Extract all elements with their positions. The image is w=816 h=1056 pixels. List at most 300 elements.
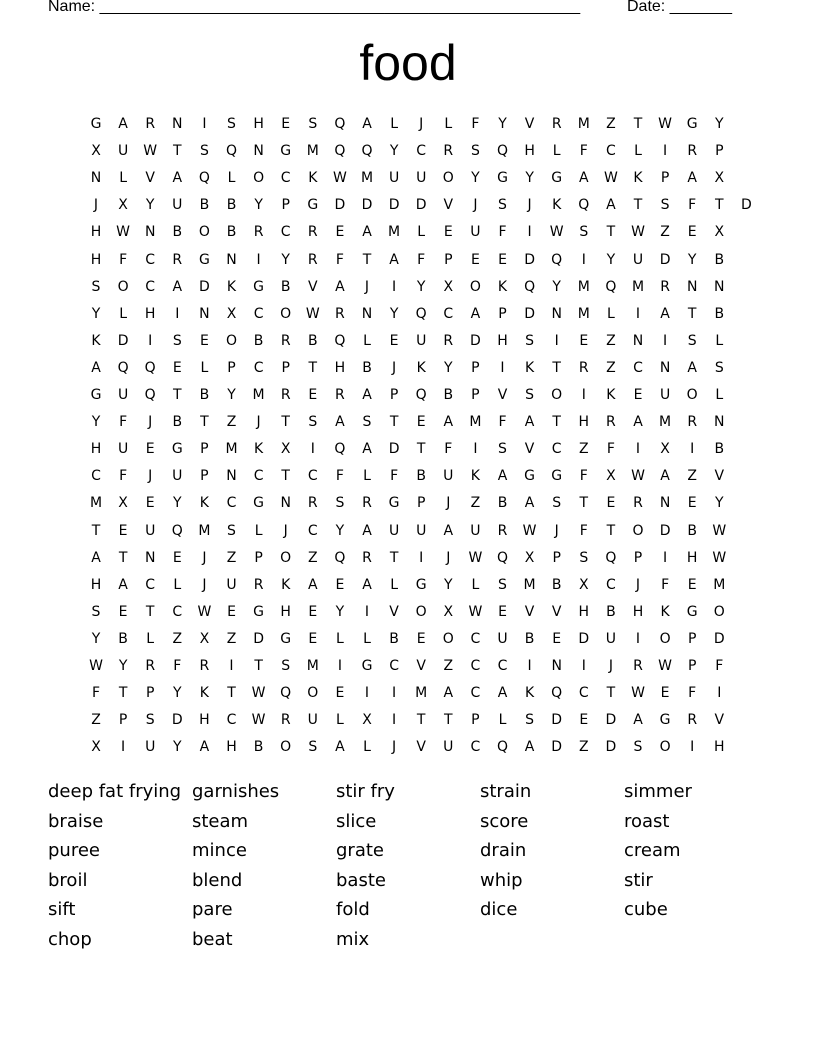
grid-letter: F <box>471 116 480 132</box>
grid-letter: R <box>280 712 291 729</box>
grid-letter: P <box>687 658 697 674</box>
grid-letter: X <box>118 495 128 512</box>
grid-letter: V <box>308 278 318 295</box>
grid-letter: A <box>687 359 697 376</box>
grid-letter: C <box>172 603 183 620</box>
grid-letter: H <box>578 414 590 431</box>
grid-letter: R <box>633 495 643 512</box>
grid-letter: E <box>172 549 182 566</box>
grid-letter: B <box>253 739 264 756</box>
grid-letter: T <box>579 495 589 512</box>
grid-letter: Q <box>144 359 156 376</box>
grid-letter: E <box>227 603 236 620</box>
grid-letter: D <box>334 197 346 214</box>
grid-letter: E <box>335 576 345 593</box>
grid-letter: M <box>225 441 238 458</box>
grid-letter: P <box>254 549 263 566</box>
grid-letter: E <box>416 630 426 647</box>
grid-letter: H <box>90 576 102 593</box>
grid-letter: T <box>281 468 290 485</box>
grid-letter: S <box>308 739 318 756</box>
grid-letter: C <box>551 441 562 458</box>
grid-letter: B <box>687 522 697 539</box>
grid-letter: R <box>443 143 454 160</box>
grid-letter: W <box>305 305 320 322</box>
grid-letter: R <box>307 495 318 512</box>
grid-letter: M <box>469 414 482 431</box>
grid-letter: S <box>91 278 101 295</box>
grid-letter: U <box>388 170 400 187</box>
grid-letter: O <box>225 332 238 349</box>
grid-letter: W <box>522 522 537 539</box>
grid-letter: Z <box>226 630 237 647</box>
grid-letter: T <box>633 116 643 132</box>
grid-letter: A <box>172 278 183 295</box>
grid-letter: X <box>362 712 372 729</box>
grid-letter: A <box>362 116 372 132</box>
grid-letter: A <box>443 414 454 431</box>
grid-letter: I <box>202 116 207 132</box>
grid-letter: R <box>335 305 345 322</box>
grid-letter: C <box>633 359 643 376</box>
grid-letter: C <box>416 143 427 160</box>
grid-letter: R <box>307 224 318 241</box>
grid-letter: A <box>633 712 643 729</box>
grid-letter: S <box>227 522 236 539</box>
word-list-item: fold <box>336 899 370 921</box>
grid-letter: W <box>116 224 131 241</box>
grid-letter: B <box>118 630 128 647</box>
word-list-item: deep fat frying <box>48 781 182 802</box>
grid-letter: D <box>741 197 752 214</box>
grid-letter: E <box>335 685 345 702</box>
grid-letter: H <box>199 712 210 729</box>
grid-letter: U <box>416 170 427 187</box>
grid-letter: Q <box>334 143 346 160</box>
grid-letter: T <box>416 441 426 458</box>
grid-letter: G <box>551 170 563 187</box>
grid-letter: J <box>446 549 451 566</box>
grid-letter: E <box>498 251 507 268</box>
grid-letter: W <box>332 170 347 187</box>
grid-letter: Q <box>144 387 156 403</box>
grid-letter: G <box>253 495 265 512</box>
grid-letter: L <box>146 630 155 647</box>
grid-letter: Q <box>578 197 590 214</box>
word-list-item: puree <box>48 840 100 862</box>
grid-letter: O <box>469 278 481 295</box>
grid-letter: T <box>281 414 290 431</box>
grid-letter: I <box>392 712 397 729</box>
grid-letter: U <box>470 224 481 241</box>
grid-letter: R <box>145 658 156 674</box>
grid-letter: U <box>145 739 156 756</box>
grid-letter: E <box>633 387 643 403</box>
word-list-item: garnishes <box>192 781 280 802</box>
grid-letter: R <box>145 116 156 132</box>
grid-letter: T <box>416 712 426 729</box>
grid-letter: J <box>392 359 397 376</box>
grid-letter: M <box>631 278 645 295</box>
grid-letter: X <box>524 549 535 566</box>
grid-letter: U <box>416 522 427 539</box>
grid-letter: O <box>415 603 427 620</box>
grid-letter: W <box>143 143 158 160</box>
grid-letter: P <box>471 359 480 376</box>
grid-letter: E <box>335 224 345 241</box>
grid-letter: Q <box>496 549 509 566</box>
grid-letter: D <box>659 522 671 539</box>
grid-letter: F <box>444 441 453 458</box>
grid-letter: O <box>280 739 292 756</box>
grid-letter: L <box>715 387 724 403</box>
grid-letter: G <box>497 170 508 187</box>
grid-letter: V <box>443 197 454 214</box>
grid-letter: S <box>335 495 345 512</box>
grid-letter: K <box>199 685 209 702</box>
grid-letter: T <box>308 359 318 376</box>
grid-letter: P <box>118 712 128 729</box>
grid-letter: D <box>388 441 400 458</box>
grid-letter: A <box>308 576 318 593</box>
grid-letter: U <box>307 712 318 729</box>
grid-letter: Q <box>496 739 509 756</box>
grid-letter: K <box>226 278 237 295</box>
grid-letter: R <box>362 549 372 566</box>
grid-letter: P <box>416 495 426 512</box>
grid-letter: Z <box>443 658 454 674</box>
grid-letter: D <box>470 332 481 349</box>
grid-letter: E <box>687 224 697 241</box>
grid-letter: D <box>415 197 427 214</box>
grid-letter: T <box>118 549 128 566</box>
grid-letter: V <box>551 603 562 620</box>
grid-letter: I <box>500 359 505 376</box>
grid-letter: E <box>498 603 507 620</box>
grid-letter: E <box>660 685 670 702</box>
grid-letter: W <box>712 522 727 539</box>
grid-letter: B <box>524 630 535 647</box>
grid-letter: P <box>633 549 643 566</box>
grid-letter: R <box>687 712 698 729</box>
word-list-item: steam <box>192 810 249 832</box>
grid-letter: U <box>172 197 183 214</box>
grid-letter: A <box>524 414 535 431</box>
grid-letter: H <box>497 332 508 349</box>
grid-letter: Q <box>551 685 563 702</box>
grid-letter: I <box>690 441 695 458</box>
grid-letter: B <box>714 305 725 322</box>
grid-letter: B <box>172 224 183 241</box>
grid-letter: P <box>471 387 480 403</box>
grid-letter: U <box>226 576 237 593</box>
grid-letter: J <box>635 576 641 593</box>
grid-letter: N <box>226 251 237 268</box>
grid-letter: O <box>280 305 292 322</box>
grid-letter: Z <box>606 359 616 376</box>
grid-letter: D <box>713 630 725 647</box>
grid-letter: B <box>226 197 237 214</box>
grid-letter: P <box>471 712 480 729</box>
grid-letter: L <box>498 712 507 729</box>
grid-letter: A <box>362 387 372 403</box>
grid-letter: X <box>714 170 725 187</box>
grid-letter: U <box>388 522 400 539</box>
grid-letter: A <box>524 495 535 512</box>
grid-letter: N <box>686 278 698 295</box>
grid-letter: B <box>307 332 318 349</box>
grid-letter: F <box>119 251 128 268</box>
grid-letter: Z <box>579 441 589 458</box>
grid-letter: L <box>363 630 371 647</box>
grid-letter: G <box>253 603 265 620</box>
grid-letter: T <box>389 414 399 431</box>
grid-letter: P <box>552 549 561 566</box>
grid-letter: H <box>90 224 102 241</box>
grid-letter: X <box>714 224 725 241</box>
grid-letter: Y <box>91 305 101 322</box>
grid-letter: B <box>443 387 454 403</box>
grid-letter: U <box>632 251 644 268</box>
grid-letter: G <box>90 116 102 132</box>
grid-letter: L <box>444 116 453 132</box>
grid-letter: I <box>148 332 153 349</box>
grid-letter: J <box>202 576 207 593</box>
grid-letter: S <box>172 332 182 349</box>
grid-letter: Y <box>715 495 724 512</box>
grid-letter: A <box>389 251 399 268</box>
grid-letter: A <box>91 549 101 566</box>
grid-letter: I <box>581 658 586 674</box>
grid-letter: H <box>280 603 291 620</box>
grid-letter: E <box>552 630 562 647</box>
grid-letter: L <box>119 305 127 322</box>
grid-letter: T <box>606 224 616 241</box>
grid-letter: S <box>714 359 724 376</box>
grid-letter: A <box>335 739 345 756</box>
grid-letter: J <box>148 414 153 431</box>
grid-letter: E <box>281 116 291 132</box>
grid-letter: J <box>202 549 207 566</box>
grid-letter: Y <box>91 414 101 431</box>
grid-letter: C <box>606 143 616 160</box>
grid-letter: Z <box>687 468 697 485</box>
grid-letter: E <box>579 712 589 729</box>
grid-letter: O <box>442 630 454 647</box>
word-list-item: cream <box>624 840 681 862</box>
word-list-item: broil <box>48 869 88 891</box>
grid-letter: M <box>252 387 265 403</box>
grid-letter: M <box>388 224 401 241</box>
grid-letter: Z <box>606 332 616 349</box>
grid-letter: F <box>688 685 697 702</box>
grid-letter: F <box>498 224 507 241</box>
grid-letter: Q <box>280 685 292 702</box>
grid-letter: P <box>444 251 453 268</box>
grid-letter: C <box>226 712 237 729</box>
grid-letter: H <box>90 251 102 268</box>
grid-letter: A <box>660 305 670 322</box>
grid-letter: K <box>525 685 535 702</box>
grid-letter: A <box>497 468 508 485</box>
grid-letter: V <box>524 603 535 620</box>
grid-letter: O <box>280 549 292 566</box>
grid-letter: P <box>145 685 155 702</box>
grid-letter: K <box>470 468 480 485</box>
grid-letter: W <box>658 658 673 674</box>
grid-letter: M <box>415 685 428 702</box>
grid-letter: F <box>606 441 615 458</box>
grid-letter: F <box>579 143 588 160</box>
grid-letter: Q <box>334 116 346 132</box>
grid-letter: G <box>686 603 698 620</box>
grid-letter: Y <box>173 739 182 756</box>
grid-letter: S <box>145 712 155 729</box>
grid-letter: M <box>659 414 672 431</box>
grid-letter: E <box>118 522 128 539</box>
grid-letter: G <box>415 576 427 593</box>
grid-letter: A <box>362 441 372 458</box>
grid-letter: C <box>253 468 264 485</box>
grid-letter: V <box>524 441 535 458</box>
grid-letter: A <box>687 170 697 187</box>
grid-letter: L <box>471 576 480 593</box>
grid-letter: T <box>254 658 263 674</box>
grid-letter: L <box>335 630 344 647</box>
grid-letter: V <box>416 739 426 756</box>
grid-letter: H <box>144 305 156 322</box>
grid-letter: T <box>633 197 643 214</box>
grid-letter: M <box>89 495 103 512</box>
grid-letter: F <box>579 522 588 539</box>
grid-letter: X <box>579 576 589 593</box>
word-list-item: drain <box>480 840 527 862</box>
grid-letter: S <box>498 197 507 214</box>
grid-letter: T <box>715 197 724 214</box>
grid-letter: E <box>172 359 182 376</box>
grid-letter: K <box>254 441 264 458</box>
word-list-item: dice <box>480 899 518 921</box>
grid-letter: C <box>91 468 101 485</box>
grid-letter: K <box>91 332 101 349</box>
grid-letter: I <box>581 251 586 268</box>
grid-letter: J <box>283 522 288 539</box>
grid-letter: V <box>497 387 508 403</box>
word-list-item: baste <box>336 869 386 891</box>
grid-letter: Q <box>117 359 129 376</box>
grid-letter: Y <box>254 197 263 214</box>
grid-letter: G <box>361 658 373 674</box>
grid-letter: L <box>390 576 398 593</box>
grid-letter: L <box>390 116 398 132</box>
grid-letter: Q <box>334 332 346 349</box>
grid-letter: W <box>468 549 483 566</box>
grid-letter: O <box>686 387 698 403</box>
grid-letter: K <box>660 603 670 620</box>
grid-letter: E <box>389 332 399 349</box>
grid-letter: I <box>392 685 397 702</box>
grid-letter: N <box>361 305 373 322</box>
grid-letter: Y <box>173 495 182 512</box>
grid-letter: T <box>606 522 616 539</box>
grid-letter: L <box>335 712 344 729</box>
name-field-label: Name: ______________________________________________________ <box>48 0 581 15</box>
grid-letter: F <box>335 251 344 268</box>
grid-letter: V <box>389 603 399 620</box>
grid-letter: I <box>635 305 641 322</box>
grid-letter: Z <box>226 414 237 431</box>
grid-letter: Y <box>444 359 453 376</box>
grid-letter: F <box>688 197 697 214</box>
grid-letter: N <box>90 170 102 187</box>
grid-letter: F <box>715 658 724 674</box>
word-list-item: grate <box>336 840 384 862</box>
grid-letter: B <box>199 197 210 214</box>
page-title: food <box>359 35 457 91</box>
grid-letter: G <box>253 278 265 295</box>
grid-letter: A <box>118 116 128 132</box>
grid-letter: C <box>497 658 508 674</box>
grid-letter: O <box>253 170 265 187</box>
grid-letter: B <box>280 278 291 295</box>
grid-letter: W <box>631 224 645 241</box>
grid-letter: R <box>578 359 589 376</box>
grid-letter: C <box>280 224 291 241</box>
grid-letter: S <box>579 224 589 241</box>
grid-letter: O <box>659 630 671 647</box>
grid-letter: O <box>551 387 563 403</box>
grid-letter: T <box>389 549 399 566</box>
grid-letter: I <box>554 332 559 349</box>
grid-letter: N <box>632 332 644 349</box>
grid-letter: D <box>199 278 210 295</box>
grid-letter: Q <box>225 143 238 160</box>
grid-letter: T <box>118 685 128 702</box>
grid-letter: V <box>416 658 426 674</box>
grid-letter: Z <box>470 495 481 512</box>
grid-letter: J <box>446 495 451 512</box>
grid-letter: M <box>577 116 590 132</box>
grid-letter: F <box>119 468 128 485</box>
grid-letter: V <box>714 712 725 729</box>
grid-letter: N <box>280 495 291 512</box>
grid-letter: W <box>631 685 645 702</box>
grid-letter: D <box>551 739 563 756</box>
grid-letter: J <box>419 116 424 132</box>
grid-letter: O <box>198 224 210 241</box>
grid-letter: Z <box>226 549 237 566</box>
grid-letter: A <box>443 522 454 539</box>
grid-letter: L <box>363 468 371 485</box>
grid-letter: U <box>117 387 129 403</box>
grid-letter: S <box>687 332 697 349</box>
grid-letter: W <box>549 224 564 241</box>
grid-letter: I <box>663 143 668 160</box>
grid-letter: U <box>443 468 454 485</box>
grid-letter: B <box>389 630 399 647</box>
grid-letter: P <box>389 387 399 403</box>
grid-letter: H <box>714 739 725 756</box>
grid-letter: R <box>307 251 318 268</box>
grid-letter: L <box>606 305 615 322</box>
grid-letter: D <box>524 251 535 268</box>
grid-letter: I <box>364 603 370 620</box>
grid-letter: S <box>525 712 535 729</box>
grid-letter: X <box>91 143 101 160</box>
grid-letter: X <box>226 305 237 322</box>
grid-letter: K <box>633 170 643 187</box>
word-list-item: score <box>480 810 529 832</box>
